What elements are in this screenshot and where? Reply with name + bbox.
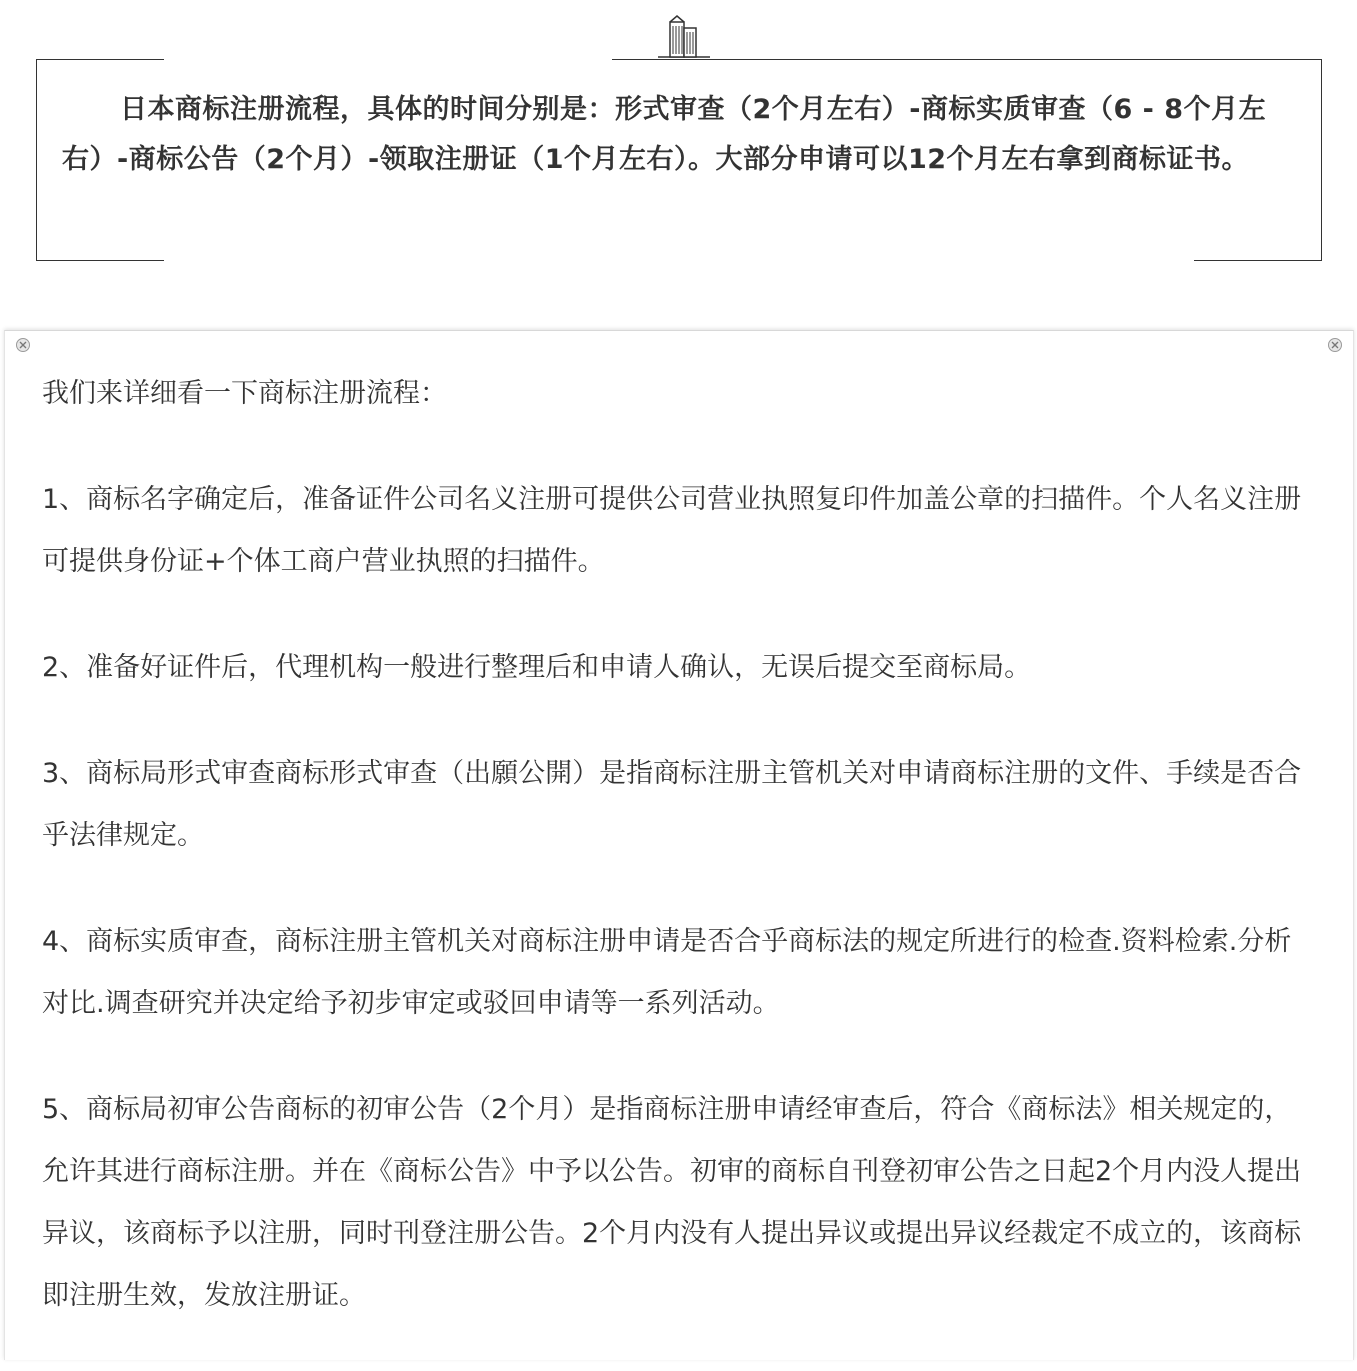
summary-border-bottom-right bbox=[1194, 260, 1322, 261]
summary-text: 日本商标注册流程，具体的时间分别是：形式审查（2个月左右）-商标实质审查（6 - 8个月左右）-商标公告（2个月）-领取注册证（1个月左右）。大部分申请可以12个月左右拿到商标证书。 bbox=[62, 94, 1267, 175]
building-icon bbox=[658, 14, 710, 58]
step-paragraph: 4、商标实质审查，商标注册主管机关对商标注册申请是否合乎商标法的规定所进行的检查.资料检索.分析对比.调查研究并决定给予初步审定或驳回申请等一系列活动。 bbox=[42, 926, 1292, 1019]
summary-border-bottom-left bbox=[36, 260, 164, 261]
content-body bbox=[42, 363, 1309, 1371]
summary-box bbox=[36, 59, 1322, 261]
intro-paragraph: 我们来详细看一下商标注册流程： bbox=[42, 378, 447, 409]
summary-border-top-right bbox=[612, 59, 1322, 60]
pin-icon bbox=[1327, 337, 1343, 353]
summary-border-left bbox=[36, 59, 37, 261]
summary-border-right bbox=[1321, 59, 1322, 261]
summary-border-top-left bbox=[36, 59, 164, 60]
pin-icon bbox=[15, 337, 31, 353]
step-paragraph: 1、商标名字确定后，准备证件公司名义注册可提供公司营业执照复印件加盖公章的扫描件。个人名义注册可提供身份证+个体工商户营业执照的扫描件。 bbox=[42, 484, 1302, 577]
step-paragraph: 5、商标局初审公告商标的初审公告（2个月）是指商标注册申请经审查后，符合《商标法》相关规定的，允许其进行商标注册。并在《商标公告》中予以公告。初审的商标自刊登初审公告之日起2个月内没人提出异议，该商标予以注册，同时刊登注册公告。2个月内没有人提出异议或提出异议经裁定不成立的，该商标即注册生效，发放注册证。 bbox=[42, 1094, 1302, 1311]
step-paragraph: 3、商标局形式审查商标形式审查（出願公開）是指商标注册主管机关对申请商标注册的文件、手续是否合乎法律规定。 bbox=[42, 758, 1302, 851]
content-panel bbox=[4, 330, 1354, 1360]
step-paragraph: 2、准备好证件后，代理机构一般进行整理后和申请人确认，无误后提交至商标局。 bbox=[42, 652, 1032, 683]
